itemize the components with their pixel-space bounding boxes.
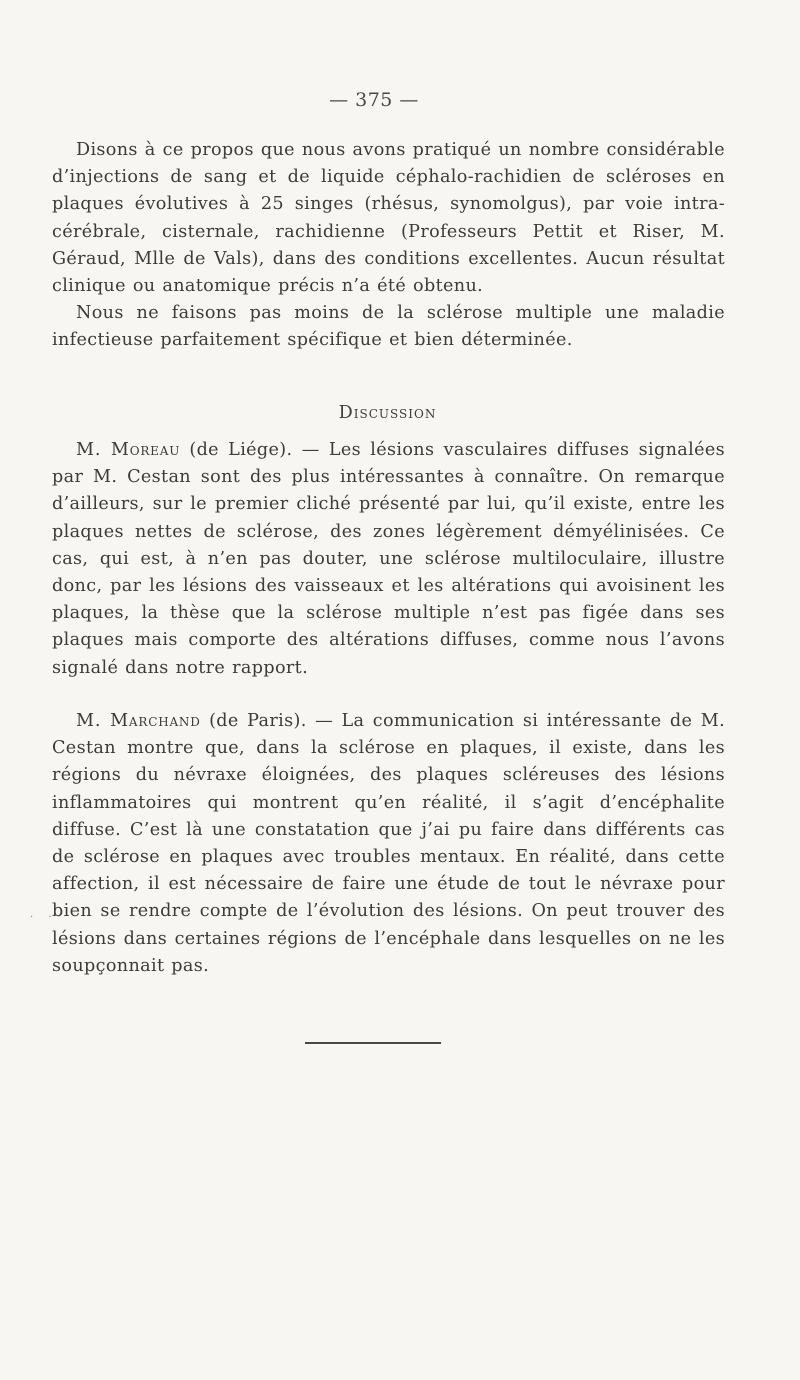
page-number: — 375 — xyxy=(329,89,419,111)
discussion-entry xyxy=(52,437,725,682)
end-rule xyxy=(305,1042,441,1044)
body-paragraph: Nous ne faisons pas moins de la sclérose multiple une maladie infectieuse parfaitement spécifique et bien déterminée. xyxy=(52,303,725,351)
speaker-name: M. Marchand xyxy=(76,711,201,731)
opening-paragraphs xyxy=(52,137,725,355)
discussion-paragraph xyxy=(52,437,725,682)
speaker-origin: (de Paris). — xyxy=(200,711,342,731)
paper-specks: · · xyxy=(30,912,58,923)
discussion-text: Les lésions vasculaires diffuses signalées par M. Cestan sont des plus intéressantes à connaître. On remarque d’ailleurs, sur le premier cliché présenté par lui, qu’il existe, entre les plaques nettes de sclérose, des zones légèrement démyélinisées. Ce cas, qui est, à n’en pas douter, une sclérose multiloculaire, illustre donc, par les lésions des vaisseaux et les altérations qui avoisinent les plaques, la thèse que la sclérose multiple n’est pas figée dans ses plaques mais comporte des altérations diffuses, comme nous l’avons signalé dans notre rapport. xyxy=(52,440,726,678)
speaker-name: M. Moreau xyxy=(76,440,181,460)
section-heading: Discussion xyxy=(338,403,437,423)
discussion-text: La communication si intéressante de M. Cestan montre que, dans la sclérose en plaques, il existe, dans les régions du névraxe éloignées, des plaques scléreuses des lésions inflammatoires qui montrent qu’en réalité, il s’agit d’encéphalite diffuse. C’est là une constatation que j’ai pu faire dans différents cas de sclérose en plaques avec troubles mentaux. En réalité, dans cette affection, il est nécessaire de faire une étude de tout le névraxe pour bien se rendre compte de l’évolution des lésions. On peut trouver des lésions dans certaines régions de l’encéphale dans lesquelles on ne les soupçonnait pas. xyxy=(52,711,726,976)
discussion-entry xyxy=(52,708,725,980)
speaker-origin: (de Liége). — xyxy=(180,440,329,460)
body-paragraph: Disons à ce propos que nous avons pratiqué un nombre considérable d’injections de sang et de liquide céphalo-rachidien de scléroses en plaques évolutives à 25 singes (rhésus, synomolgus), par voie intra-cérébrale, cisternale, rachidienne (Professeurs Pettit et Riser, M. Géraud, Mlle de Vals), dans des conditions excellentes. Aucun résultat clinique ou anatomique précis n’a été obtenu. xyxy=(52,140,725,297)
discussion-paragraph xyxy=(52,708,725,980)
